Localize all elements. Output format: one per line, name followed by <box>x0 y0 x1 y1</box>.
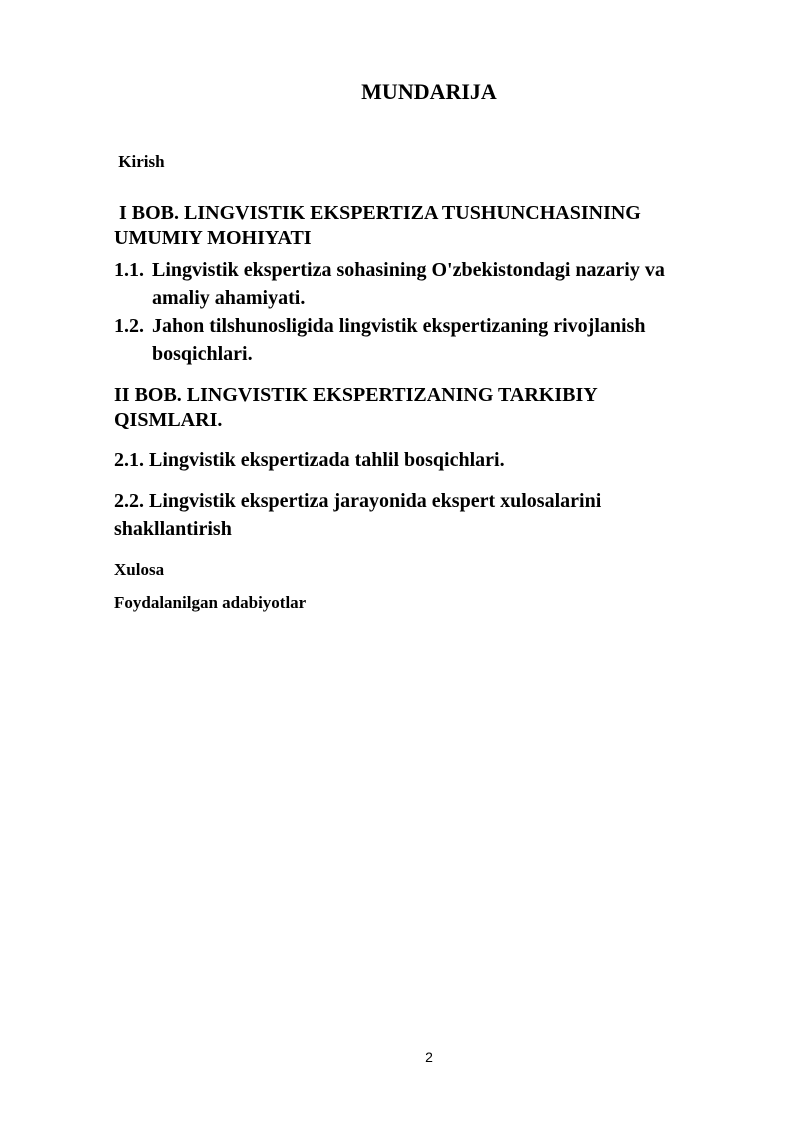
toc-section-1-2-line-2: bosqichlari. <box>152 343 253 365</box>
toc-chapter-2 <box>114 383 714 433</box>
toc-section-2-2-line-1: 2.2. Lingvistik ekspertiza jarayonida ekspert xulosalarini <box>114 490 602 512</box>
toc-section-1-1 <box>114 256 714 312</box>
toc-section-2-1: 2.1. Lingvistik ekspertizada tahlil bosqichlari. <box>114 449 505 471</box>
toc-chapter-1-line-2: UMUMIY MOHIYATI <box>114 227 312 249</box>
toc-item-intro: Kirish <box>114 152 165 171</box>
toc-chapter-2-line-1: II BOB. LINGVISTIK EKSPERTIZANING TARKIBIY <box>114 384 598 406</box>
toc-chapter-2-line-2: QISMLARI. <box>114 409 223 431</box>
toc-item-references: Foydalanilgan adabiyotlar <box>114 593 307 612</box>
toc-section-1-2-number: 1.2. <box>114 315 144 337</box>
toc-item-conclusion: Xulosa <box>114 560 165 579</box>
toc-section-1-1-line-1: Lingvistik ekspertiza sohasining O'zbekistondagi nazariy va <box>152 259 665 281</box>
page-number: 2 <box>425 1049 433 1065</box>
toc-section-2-2-line-2: shakllantirish <box>114 518 232 540</box>
toc-section-1-2 <box>114 312 714 368</box>
toc-section-1-1-number: 1.1. <box>114 259 144 281</box>
toc-section-1-1-line-2: amaliy ahamiyati. <box>152 287 306 309</box>
page-title: MUNDARIJA <box>361 79 497 104</box>
toc-section-1-2-line-1: Jahon tilshunosligida lingvistik ekspertizaning rivojlanish <box>152 315 646 337</box>
toc-chapter-1-line-1: I BOB. LINGVISTIK EKSPERTIZA TUSHUNCHASINING <box>114 202 641 224</box>
toc-chapter-1 <box>114 201 714 251</box>
toc-section-2-2 <box>114 487 714 543</box>
